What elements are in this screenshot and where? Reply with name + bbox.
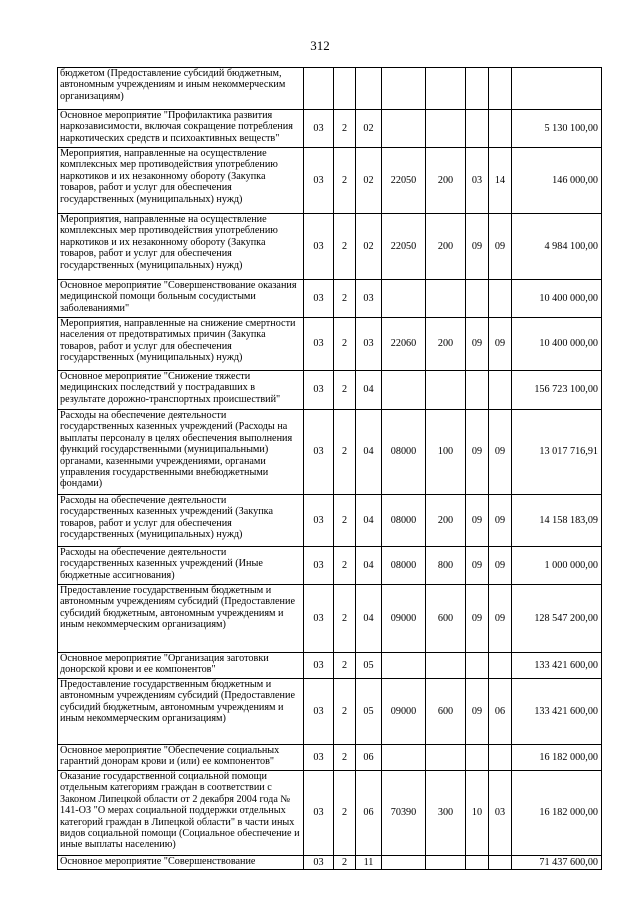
cell-program: 03 [304, 410, 334, 495]
cell-section: 03 [466, 148, 489, 214]
cell-program: 03 [304, 745, 334, 771]
cell-subprogram: 2 [334, 495, 356, 547]
cell-expense-type: 200 [426, 148, 466, 214]
cell-section: 09 [466, 214, 489, 280]
cell-main-activity: 03 [356, 318, 382, 371]
cell-expense-type: 200 [426, 318, 466, 371]
cell-expense-type: 200 [426, 495, 466, 547]
cell-amount: 133 421 600,00 [512, 679, 602, 745]
cell-amount: 1 000 000,00 [512, 547, 602, 585]
cell-direction: 09000 [382, 679, 426, 745]
cell-expense-type [426, 745, 466, 771]
cell-direction: 09000 [382, 585, 426, 653]
table-row [58, 318, 602, 371]
cell-subsection: 09 [489, 547, 512, 585]
cell-subprogram: 2 [334, 410, 356, 495]
cell-direction: 22050 [382, 214, 426, 280]
cell-section: 09 [466, 410, 489, 495]
cell-expense-type [426, 856, 466, 870]
cell-section: 09 [466, 585, 489, 653]
cell-subsection [489, 856, 512, 870]
cell-direction [382, 68, 426, 110]
cell-subsection [489, 68, 512, 110]
cell-main-activity: 06 [356, 745, 382, 771]
cell-program: 03 [304, 318, 334, 371]
cell-main-activity: 05 [356, 653, 382, 679]
cell-subprogram: 2 [334, 653, 356, 679]
cell-direction [382, 745, 426, 771]
cell-section [466, 110, 489, 148]
cell-expense-type [426, 110, 466, 148]
cell-program: 03 [304, 110, 334, 148]
cell-program: 03 [304, 856, 334, 870]
cell-program: 03 [304, 148, 334, 214]
cell-section [466, 280, 489, 318]
cell-section [466, 68, 489, 110]
cell-main-activity: 02 [356, 148, 382, 214]
cell-expense-type [426, 371, 466, 410]
cell-main-activity: 04 [356, 585, 382, 653]
cell-amount: 10 400 000,00 [512, 318, 602, 371]
cell-name: Основное мероприятие "Совершенствование [58, 856, 304, 870]
cell-amount [512, 68, 602, 110]
cell-direction: 08000 [382, 495, 426, 547]
table-row [58, 68, 602, 110]
cell-name: Основное мероприятие "Обеспечение социальных гарантий донорам крови и (или) ее компонентов" [58, 745, 304, 771]
cell-amount: 5 130 100,00 [512, 110, 602, 148]
cell-direction: 08000 [382, 547, 426, 585]
cell-subprogram [334, 68, 356, 110]
cell-amount: 16 182 000,00 [512, 771, 602, 856]
budget-table [57, 67, 602, 870]
cell-subprogram: 2 [334, 745, 356, 771]
cell-name: Основное мероприятие "Организация заготовки донорской крови и ее компонентов" [58, 653, 304, 679]
cell-main-activity: 04 [356, 410, 382, 495]
cell-program: 03 [304, 771, 334, 856]
cell-program [304, 68, 334, 110]
table-row [58, 214, 602, 280]
table-row [58, 410, 602, 495]
cell-subsection: 06 [489, 679, 512, 745]
cell-direction: 08000 [382, 410, 426, 495]
cell-name: Оказание государственной социальной помощи отдельным категориям граждан в соответствии с Законом Липецкой области от 2 декабря 2004 года № 141-ОЗ "О мерах социальной поддержки отдельных категорий граждан в Липецкой области" в части иных видов социальной помощи (Социальное обеспечение и иные выплаты населению) [58, 771, 304, 856]
cell-section [466, 653, 489, 679]
cell-main-activity: 04 [356, 547, 382, 585]
cell-main-activity: 02 [356, 110, 382, 148]
cell-subprogram: 2 [334, 856, 356, 870]
table-row [58, 771, 602, 856]
cell-direction [382, 653, 426, 679]
table-row [58, 547, 602, 585]
cell-amount: 4 984 100,00 [512, 214, 602, 280]
cell-subsection: 09 [489, 495, 512, 547]
cell-program: 03 [304, 679, 334, 745]
cell-main-activity: 11 [356, 856, 382, 870]
cell-subsection [489, 653, 512, 679]
cell-name: Мероприятия, направленные на снижение смертности населения от предотвратимых причин (Закупка товаров, работ и услуг для обеспечения государственных (муниципальных) нужд) [58, 318, 304, 371]
cell-subprogram: 2 [334, 679, 356, 745]
cell-amount: 128 547 200,00 [512, 585, 602, 653]
table-row [58, 148, 602, 214]
cell-name: Основное мероприятие "Профилактика развития наркозависимости, включая сокращение потребления наркотических средств и психоактивных веществ" [58, 110, 304, 148]
cell-section: 09 [466, 495, 489, 547]
cell-amount: 16 182 000,00 [512, 745, 602, 771]
cell-main-activity: 05 [356, 679, 382, 745]
cell-main-activity: 06 [356, 771, 382, 856]
table-row [58, 371, 602, 410]
table-row [58, 585, 602, 653]
cell-section: 09 [466, 547, 489, 585]
cell-expense-type: 100 [426, 410, 466, 495]
cell-subsection: 09 [489, 585, 512, 653]
cell-expense-type [426, 68, 466, 110]
cell-section [466, 745, 489, 771]
cell-program: 03 [304, 585, 334, 653]
table-row [58, 110, 602, 148]
cell-name: Мероприятия, направленные на осуществление комплексных мер противодействия употреблению наркотиков и их незаконному обороту (Закупка товаров, работ и услуг для обеспечения государственных (муниципальных) нужд) [58, 148, 304, 214]
cell-section [466, 371, 489, 410]
table-row [58, 679, 602, 745]
cell-main-activity: 02 [356, 214, 382, 280]
cell-program: 03 [304, 653, 334, 679]
cell-section: 10 [466, 771, 489, 856]
table-row [58, 745, 602, 771]
cell-direction [382, 856, 426, 870]
cell-name: Расходы на обеспечение деятельности государственных казенных учреждений (Иные бюджетные ассигнования) [58, 547, 304, 585]
cell-subprogram: 2 [334, 214, 356, 280]
cell-program: 03 [304, 495, 334, 547]
table-body [58, 68, 602, 870]
cell-expense-type: 200 [426, 214, 466, 280]
cell-main-activity [356, 68, 382, 110]
cell-section [466, 856, 489, 870]
cell-subsection: 09 [489, 410, 512, 495]
cell-subprogram: 2 [334, 585, 356, 653]
cell-subsection: 09 [489, 318, 512, 371]
cell-direction [382, 371, 426, 410]
cell-name: Мероприятия, направленные на осуществление комплексных мер противодействия употреблению наркотиков и их незаконному обороту (Закупка товаров, работ и услуг для обеспечения государственных (муниципальных) нужд) [58, 214, 304, 280]
cell-name: Основное мероприятие "Снижение тяжести медицинских последствий у пострадавших в результате дорожно-транспортных происшествий" [58, 371, 304, 410]
cell-amount: 10 400 000,00 [512, 280, 602, 318]
table-row [58, 495, 602, 547]
cell-subprogram: 2 [334, 148, 356, 214]
cell-expense-type [426, 653, 466, 679]
table-row [58, 653, 602, 679]
cell-subsection: 14 [489, 148, 512, 214]
cell-subprogram: 2 [334, 110, 356, 148]
cell-amount: 156 723 100,00 [512, 371, 602, 410]
cell-subsection [489, 280, 512, 318]
cell-expense-type: 300 [426, 771, 466, 856]
cell-direction: 22060 [382, 318, 426, 371]
cell-program: 03 [304, 371, 334, 410]
cell-name: Расходы на обеспечение деятельности государственных казенных учреждений (Расходы на выплаты персоналу в целях обеспечения выполнения функций государственными (муниципальными) органами, казенными учреждениями, органами управления государственными внебюджетными фондами) [58, 410, 304, 495]
cell-amount: 146 000,00 [512, 148, 602, 214]
cell-amount: 14 158 183,09 [512, 495, 602, 547]
cell-subprogram: 2 [334, 318, 356, 371]
cell-program: 03 [304, 280, 334, 318]
cell-amount: 133 421 600,00 [512, 653, 602, 679]
cell-subsection [489, 371, 512, 410]
cell-section: 09 [466, 318, 489, 371]
cell-expense-type: 800 [426, 547, 466, 585]
cell-expense-type: 600 [426, 585, 466, 653]
cell-program: 03 [304, 547, 334, 585]
cell-direction [382, 110, 426, 148]
cell-name: Предоставление государственным бюджетным и автономным учреждениям субсидий (Предоставление субсидий бюджетным, автономным учреждениям и иным некоммерческим организациям) [58, 585, 304, 653]
cell-main-activity: 04 [356, 371, 382, 410]
table-row [58, 280, 602, 318]
cell-name: бюджетом (Предоставление субсидий бюджетным, автономным учреждениям и иным некоммерческим организациям) [58, 68, 304, 110]
cell-program: 03 [304, 214, 334, 280]
cell-direction: 70390 [382, 771, 426, 856]
cell-amount: 13 017 716,91 [512, 410, 602, 495]
table-row [58, 856, 602, 870]
cell-subsection [489, 110, 512, 148]
page-number: 312 [310, 38, 330, 53]
cell-section: 09 [466, 679, 489, 745]
cell-expense-type: 600 [426, 679, 466, 745]
cell-amount: 71 437 600,00 [512, 856, 602, 870]
cell-direction: 22050 [382, 148, 426, 214]
cell-subprogram: 2 [334, 280, 356, 318]
cell-expense-type [426, 280, 466, 318]
cell-direction [382, 280, 426, 318]
cell-name: Предоставление государственным бюджетным и автономным учреждениям субсидий (Предоставление субсидий бюджетным, автономным учреждениям и иным некоммерческим организациям) [58, 679, 304, 745]
cell-subsection [489, 745, 512, 771]
cell-main-activity: 04 [356, 495, 382, 547]
cell-subsection: 03 [489, 771, 512, 856]
cell-subsection: 09 [489, 214, 512, 280]
cell-name: Расходы на обеспечение деятельности государственных казенных учреждений (Закупка товаров, работ и услуг для обеспечения государственных (муниципальных) нужд) [58, 495, 304, 547]
cell-subprogram: 2 [334, 371, 356, 410]
cell-subprogram: 2 [334, 547, 356, 585]
cell-main-activity: 03 [356, 280, 382, 318]
cell-name: Основное мероприятие "Совершенствование оказания медицинской помощи больным сосудистыми заболеваниями" [58, 280, 304, 318]
cell-subprogram: 2 [334, 771, 356, 856]
